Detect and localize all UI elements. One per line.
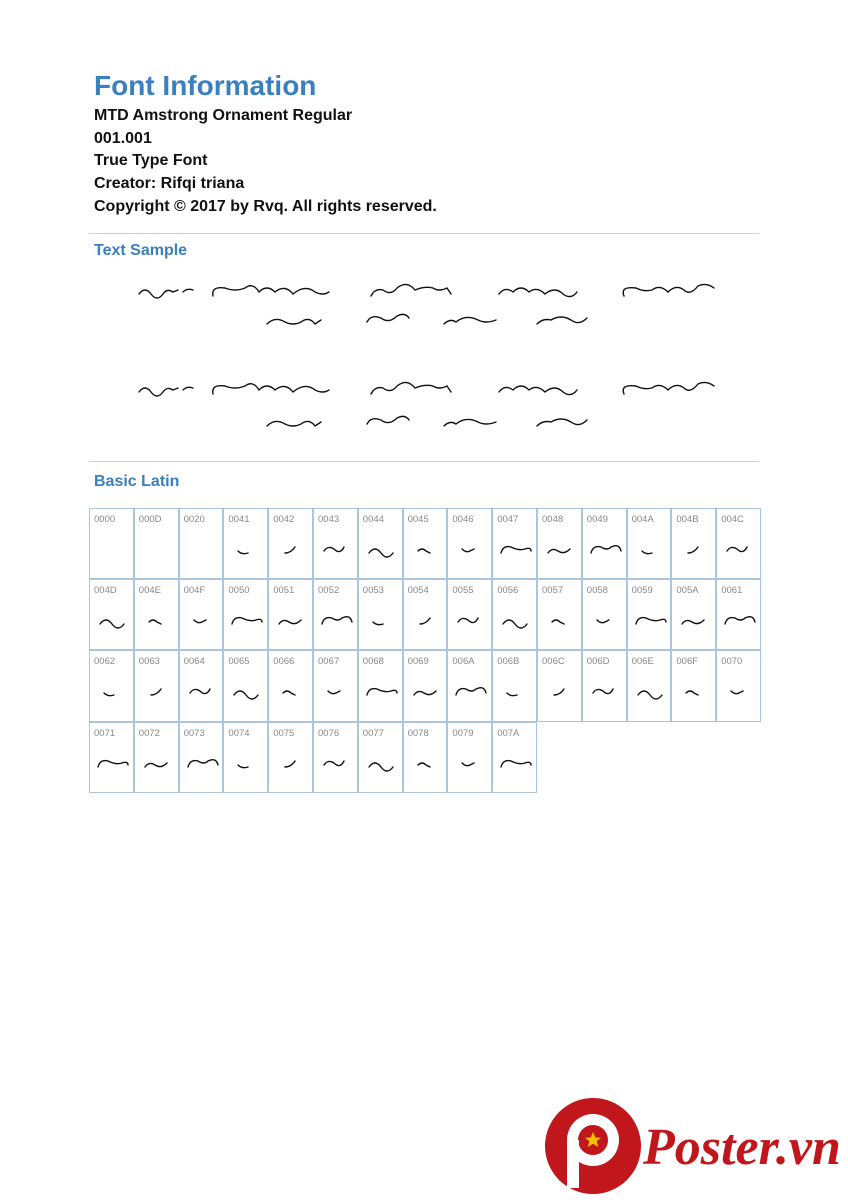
glyph-cell xyxy=(223,579,268,650)
ornament-glyph xyxy=(676,681,712,707)
ornament-glyph xyxy=(452,753,488,779)
glyph-cell xyxy=(492,579,537,650)
font-version: 001.001 xyxy=(94,129,152,147)
glyph-cell xyxy=(627,650,672,721)
ornament-glyph xyxy=(452,610,488,636)
ornament-glyph xyxy=(408,610,444,636)
glyph-code: 0062 xyxy=(94,656,116,668)
glyph-code: 004A xyxy=(631,514,654,525)
glyph-code: 004D xyxy=(94,585,117,597)
glyph-cell xyxy=(89,508,134,579)
glyph-code: 0054 xyxy=(407,585,429,597)
glyph-cell xyxy=(89,579,134,650)
glyph-cell xyxy=(537,508,582,579)
glyph-code: 0020 xyxy=(183,514,205,525)
ornament-glyph xyxy=(228,681,264,707)
glyph-code: 0051 xyxy=(273,585,295,597)
glyph-cell xyxy=(223,508,268,579)
ornament-sample-image xyxy=(89,380,759,450)
glyph-cell xyxy=(582,508,627,579)
glyph-code: 007A xyxy=(497,727,520,739)
glyph-code: 0079 xyxy=(452,727,474,739)
glyph-cell xyxy=(492,722,537,793)
glyph-cell xyxy=(313,579,358,650)
font-metadata xyxy=(94,105,437,219)
glyph-cell xyxy=(268,508,313,579)
ornament-glyph xyxy=(139,681,175,707)
glyph-code: 0041 xyxy=(228,514,250,525)
text-sample-heading: Text Sample xyxy=(94,242,188,259)
glyph-cell xyxy=(403,508,448,579)
text-sample-block-2 xyxy=(89,380,759,450)
glyph-cell xyxy=(268,579,313,650)
ornament-glyph xyxy=(408,753,444,779)
poster-vn-logo xyxy=(543,1096,843,1196)
glyph-code: 0072 xyxy=(138,727,160,739)
glyph-code: 006B xyxy=(497,656,520,668)
glyph-cell xyxy=(134,579,179,650)
ornament-glyph xyxy=(452,539,488,565)
glyph-code: 006A xyxy=(452,656,475,668)
glyph-code: 004C xyxy=(721,514,744,525)
glyph-cell xyxy=(358,650,403,721)
ornament-glyph xyxy=(632,681,668,707)
glyph-code: 0049 xyxy=(586,514,608,525)
glyph-code: 004B xyxy=(676,514,699,525)
glyph-code: 0059 xyxy=(631,585,653,597)
basic-latin-heading: Basic Latin xyxy=(94,473,180,490)
glyph-cell xyxy=(403,650,448,721)
glyph-code: 0075 xyxy=(273,727,295,739)
glyph-code: 0066 xyxy=(273,656,295,668)
glyph-code: 0047 xyxy=(497,514,519,525)
ornament-glyph xyxy=(228,753,264,779)
ornament-glyph xyxy=(721,681,757,707)
glyph-cell xyxy=(134,508,179,579)
ornament-glyph xyxy=(408,539,444,565)
ornament-glyph xyxy=(273,753,309,779)
glyph-code: 0043 xyxy=(318,514,340,525)
glyph-code: 0064 xyxy=(183,656,205,668)
glyph-code: 0076 xyxy=(318,727,340,739)
glyph-code: 0069 xyxy=(407,656,429,668)
glyph-cell xyxy=(447,508,492,579)
glyph-cell xyxy=(671,579,716,650)
ornament-glyph xyxy=(94,753,130,779)
glyph-cell xyxy=(537,579,582,650)
glyph-cell xyxy=(716,579,761,650)
ornament-glyph xyxy=(587,681,623,707)
ornament-glyph xyxy=(139,753,175,779)
glyph-code: 0068 xyxy=(362,656,384,668)
divider xyxy=(89,461,759,462)
glyph-code: 0070 xyxy=(721,656,743,668)
glyph-code: 004E xyxy=(138,585,161,597)
glyph-cell xyxy=(179,579,224,650)
ornament-glyph xyxy=(587,539,623,565)
glyph-code: 0067 xyxy=(318,656,340,668)
glyph-code: 0071 xyxy=(94,727,116,739)
glyph-cell xyxy=(223,722,268,793)
glyph-cell xyxy=(268,650,313,721)
ornament-glyph xyxy=(497,610,533,636)
glyph-code: 0052 xyxy=(318,585,340,597)
glyph-code: 006E xyxy=(631,656,654,668)
glyph-cell xyxy=(134,722,179,793)
ornament-glyph xyxy=(721,610,757,636)
glyph-cell xyxy=(447,650,492,721)
ornament-glyph xyxy=(318,681,354,707)
ornament-glyph xyxy=(497,681,533,707)
page-title: Font Information xyxy=(94,70,317,101)
text-sample-block-1 xyxy=(89,272,759,342)
ornament-glyph xyxy=(273,610,309,636)
glyph-code: 006F xyxy=(676,656,699,668)
ornament-sample-image xyxy=(89,272,759,342)
glyph-cell xyxy=(671,650,716,721)
ornament-glyph xyxy=(184,610,220,636)
glyph-code: 0058 xyxy=(586,585,608,597)
glyph-cell xyxy=(537,650,582,721)
ornament-glyph xyxy=(184,753,220,779)
ornament-glyph xyxy=(408,681,444,707)
ornament-glyph xyxy=(363,753,399,779)
glyph-cell xyxy=(179,650,224,721)
font-type: True Type Font xyxy=(94,152,208,170)
font-copyright: Copyright © 2017 by Rvq. All rights reserved. xyxy=(94,197,437,215)
ornament-glyph xyxy=(318,539,354,565)
ornament-glyph xyxy=(363,681,399,707)
glyph-cell xyxy=(403,579,448,650)
glyph-code: 0073 xyxy=(183,727,205,739)
glyph-cell xyxy=(89,650,134,721)
glyph-cell xyxy=(447,722,492,793)
ornament-glyph xyxy=(363,539,399,565)
glyph-code: 0065 xyxy=(228,656,250,668)
ornament-glyph xyxy=(363,610,399,636)
ornament-glyph xyxy=(94,681,130,707)
ornament-glyph xyxy=(721,539,757,565)
ornament-glyph xyxy=(318,753,354,779)
ornament-glyph xyxy=(452,681,488,707)
glyph-cell xyxy=(313,650,358,721)
glyph-cell xyxy=(627,579,672,650)
glyph-cell xyxy=(358,579,403,650)
ornament-glyph xyxy=(632,610,668,636)
glyph-code: 0050 xyxy=(228,585,250,597)
glyph-cell xyxy=(179,722,224,793)
ornament-glyph xyxy=(228,610,264,636)
ornament-glyph xyxy=(273,539,309,565)
font-name: MTD Amstrong Ornament Regular xyxy=(94,107,353,124)
glyph-code: 0046 xyxy=(452,514,474,525)
glyph-cell xyxy=(134,650,179,721)
glyph-code: 0077 xyxy=(362,727,384,739)
ornament-glyph xyxy=(676,539,712,565)
glyph-code: 0044 xyxy=(362,514,384,525)
glyph-code: 0056 xyxy=(497,585,519,597)
glyph-cell xyxy=(671,508,716,579)
glyph-cell xyxy=(716,508,761,579)
glyph-code: 0057 xyxy=(542,585,564,597)
ornament-glyph xyxy=(587,610,623,636)
glyph-cell xyxy=(627,508,672,579)
ornament-glyph xyxy=(184,681,220,707)
glyph-code: 0053 xyxy=(362,585,384,597)
glyph-cell xyxy=(492,508,537,579)
glyph-code: 0063 xyxy=(138,656,160,668)
ornament-glyph xyxy=(228,539,264,565)
glyph-code: 0048 xyxy=(542,514,564,525)
ornament-glyph xyxy=(632,539,668,565)
glyph-code: 0045 xyxy=(407,514,429,525)
glyph-cell xyxy=(179,508,224,579)
glyph-code: 0074 xyxy=(228,727,250,739)
glyph-cell xyxy=(358,722,403,793)
glyph-cell xyxy=(582,650,627,721)
glyph-cell xyxy=(313,508,358,579)
glyph-cell xyxy=(358,508,403,579)
glyph-code: 006C xyxy=(542,656,565,668)
glyph-code: 0000 xyxy=(94,514,116,525)
ornament-glyph xyxy=(139,610,175,636)
glyph-code: 0078 xyxy=(407,727,429,739)
glyph-code: 005A xyxy=(676,585,699,597)
glyph-code: 006D xyxy=(586,656,610,668)
glyph-code: 000D xyxy=(138,514,162,525)
ornament-glyph xyxy=(497,753,533,779)
divider xyxy=(89,233,759,234)
ornament-glyph xyxy=(542,610,578,636)
svg-text:Poster.vn: Poster.vn xyxy=(643,1119,841,1176)
glyph-code: 0055 xyxy=(452,585,474,597)
glyph-cell xyxy=(313,722,358,793)
glyph-cell xyxy=(89,722,134,793)
glyph-cell xyxy=(582,579,627,650)
ornament-glyph xyxy=(497,539,533,565)
glyph-code: 0042 xyxy=(273,514,295,525)
glyph-cell xyxy=(492,650,537,721)
glyph-code: 0061 xyxy=(721,585,743,597)
ornament-glyph xyxy=(94,610,130,636)
glyph-cell xyxy=(716,650,761,721)
glyph-cell xyxy=(223,650,268,721)
glyph-cell xyxy=(447,579,492,650)
ornament-glyph xyxy=(273,681,309,707)
ornament-glyph xyxy=(318,610,354,636)
ornament-glyph xyxy=(542,681,578,707)
ornament-glyph xyxy=(542,539,578,565)
glyph-cell xyxy=(268,722,313,793)
glyph-cell xyxy=(403,722,448,793)
glyph-code: 004F xyxy=(183,585,206,597)
font-creator: Creator: Rifqi triana xyxy=(94,175,245,193)
ornament-glyph xyxy=(676,610,712,636)
